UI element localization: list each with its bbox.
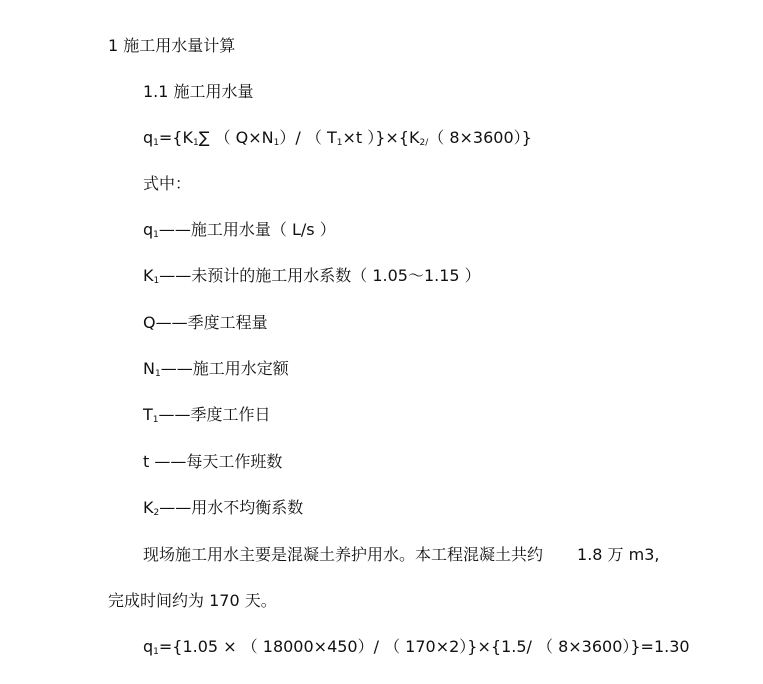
calculation-line xyxy=(143,637,690,657)
formula-part: ×t ）}×{K xyxy=(342,128,420,147)
definition-symbol: N xyxy=(143,359,155,378)
paragraph-line-2 xyxy=(108,591,277,611)
formula-subscript: 2/ xyxy=(419,138,429,148)
formula-subscript: 1 xyxy=(192,138,199,148)
where-label xyxy=(143,174,191,194)
section-heading xyxy=(108,36,235,56)
definition-symbol: t xyxy=(143,452,155,471)
definition-text: ——季度工作日 xyxy=(158,405,271,424)
definition-q xyxy=(143,220,336,240)
definition-symbol: K xyxy=(143,266,154,285)
formula-part: ={K xyxy=(158,128,193,147)
paragraph-text: 完成时间约为 170 天。 xyxy=(108,591,277,610)
where-label-text: 式中： xyxy=(143,174,192,193)
definition-symbol: T xyxy=(143,405,153,424)
paragraph-text: 现场施工用水主要是混凝土养护用水。本工程混凝土共约 xyxy=(143,545,544,564)
definition-t xyxy=(143,452,282,472)
definition-subscript: 1 xyxy=(153,230,159,240)
definition-k1 xyxy=(143,266,481,286)
section-heading-text: 1 施工用水量计算 xyxy=(108,36,236,55)
definition-text: ——季度工程量 xyxy=(155,313,268,332)
formula-part: （ 8×3600）} xyxy=(428,128,532,147)
definition-subscript: 1 xyxy=(152,415,159,425)
formula-subscript: 1 xyxy=(273,138,280,148)
formula-part: ）/ （ T xyxy=(279,128,337,147)
definition-k2 xyxy=(143,498,303,518)
definition-n xyxy=(143,359,289,379)
definition-text: ——施工用水量（ L/s ） xyxy=(158,220,336,239)
definition-t1 xyxy=(143,405,271,425)
definition-text: ——每天工作班数 xyxy=(154,452,283,471)
formula-part: ∑ （ Q×N xyxy=(198,128,274,147)
calc-symbol: q xyxy=(143,637,154,656)
definition-Q xyxy=(143,313,268,333)
paragraph-line-1 xyxy=(143,545,660,565)
calc-text: ={1.05 × （ 18000×450）/ （ 170×2）}×{1.5/ （ 8×3600）}=1.30 xyxy=(158,637,690,656)
definition-symbol: K xyxy=(143,498,154,517)
definition-symbol: Q xyxy=(143,313,156,332)
formula-subscript: 1 xyxy=(336,138,343,148)
definition-text: ——施工用水定额 xyxy=(160,359,289,378)
subsection-heading xyxy=(143,82,254,102)
formula-line xyxy=(143,128,532,148)
definition-subscript: 1 xyxy=(154,369,161,379)
definition-symbol: q xyxy=(143,220,154,239)
calc-subscript: 1 xyxy=(153,647,159,657)
subsection-heading-text: 1.1 施工用水量 xyxy=(143,82,254,101)
definition-subscript: 2 xyxy=(153,508,160,518)
formula-symbol: q xyxy=(143,128,154,147)
definition-text: ——未预计的施工用水系数（ 1.05～1.15 ） xyxy=(159,266,481,285)
definition-subscript: 1 xyxy=(153,276,160,286)
paragraph-text: 1.8 万 m3, xyxy=(577,545,660,564)
formula-subscript: 1 xyxy=(153,138,159,148)
definition-text: ——用水不均衡系数 xyxy=(159,498,304,517)
